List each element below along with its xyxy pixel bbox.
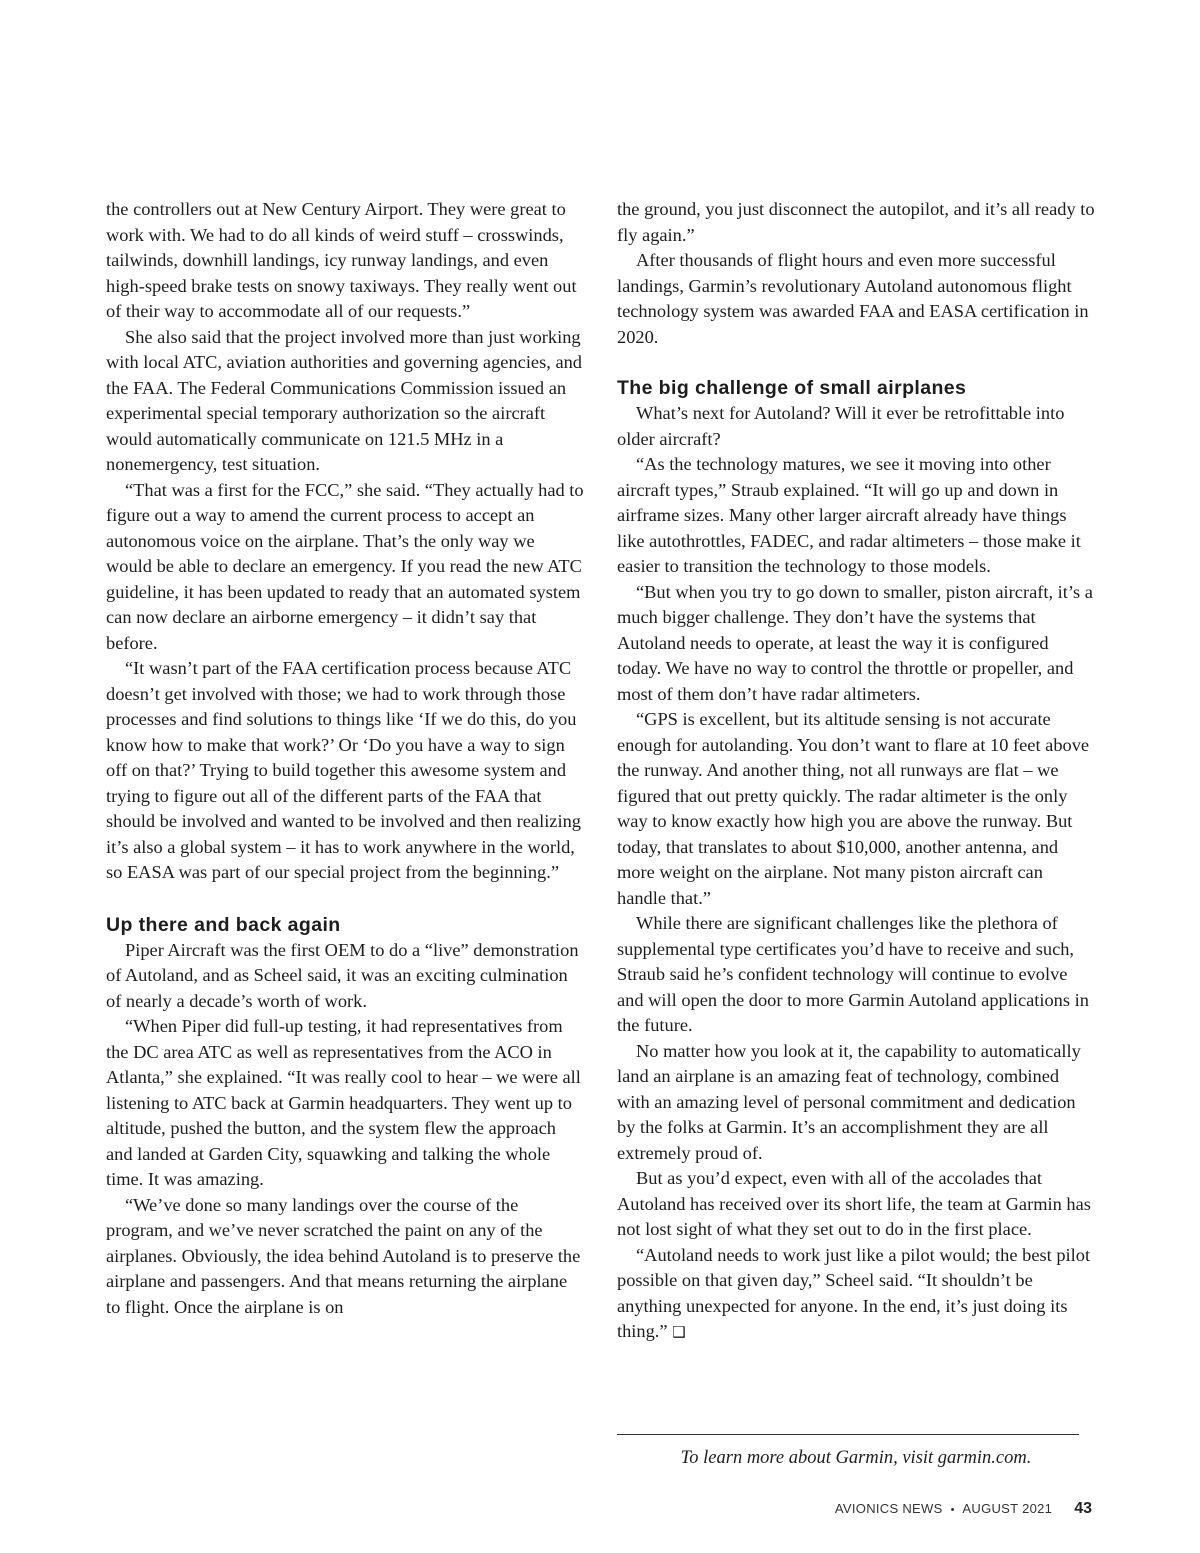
issue-date: AUGUST 2021 (962, 1501, 1053, 1516)
page-folio (835, 1500, 1092, 1518)
body-paragraph-final (617, 1243, 1095, 1346)
folio-separator: • (950, 1504, 955, 1516)
section-heading-big-challenge: The big challenge of small airplanes (617, 377, 967, 399)
body-paragraph: the controllers out at New Century Airport. They were great to work with. We had to do all kinds of weird stuff – crosswinds, tailwinds, downhill landings, icy runway landings, and even high-speed brake tests on snowy taxiways. They really went out of their way to accommodate all of our requests.” (106, 199, 577, 321)
body-paragraph: “It wasn’t part of the FAA certification process because ATC doesn’t get involved with those; we had to work through those processes and find solutions to things like ‘If we do this, do you know how to make that work?’ Or ‘Do you have a way to sign off on that?’ Trying to build together this awesome system and trying to figure out all of the different parts of the FAA that should be involved and wanted to be involved and then realizing it’s also a global system – it has to work anywhere in the world, so EASA was part of our special project from the beginning.” (106, 658, 581, 882)
body-paragraph: No matter how you look at it, the capability to automatically land an airplane is an amazing feat of technology, combined with an amazing level of personal commitment and dedication by the folks at Garmin. It’s an accomplishment they are all extremely proud of. (617, 1040, 1081, 1163)
end-mark-icon: ❑ (672, 1323, 686, 1341)
right-column (617, 197, 1095, 1346)
body-paragraph: “GPS is excellent, but its altitude sensing is not accurate enough for autolanding. You don’t want to flare at 10 feet above the runway. And another thing, not all runways are flat – we figured that out pretty quickly. The radar altimeter is the only way to know exactly how high you are above the runway. But today, that translates to about $10,000, another antenna, and more weight on the airplane. Not many piston aircraft can handle that.” (617, 709, 1090, 908)
body-paragraph: “But when you try to go down to smaller, piston aircraft, it’s a much bigger challenge. They don’t have the systems that Autoland needs to operate, at least the way it is configured today. We have no way to control the throttle or propeller, and most of them don’t have radar altimeters. (617, 581, 1093, 704)
final-paragraph-text: “Autoland needs to work just like a pilot would; the best pilot possible on that given day,” Scheel said. “It shouldn’t be anything unexpected for anyone. In the end, it’s just doing its thing.” (617, 1244, 1091, 1341)
section-heading-up-there: Up there and back again (106, 913, 341, 936)
left-column (106, 197, 585, 1320)
body-paragraph: “We’ve done so many landings over the course of the program, and we’ve never scratched the paint on any of the airplanes. Obviously, the idea behind Autoland is to preserve the airplane and passengers. And that means returning the airplane to flight. Once the airplane is on (106, 1194, 581, 1317)
body-paragraph: “As the technology matures, we see it moving into other aircraft types,” Straub explained. “It will go up and down in airframe sizes. Many other larger aircraft already have things like autothrottles, FADEC, and radar altimeters – those make it easier to transition the technology to those models. (617, 454, 1081, 576)
page-number: 43 (1074, 1500, 1092, 1517)
body-paragraph: After thousands of flight hours and even more successful landings, Garmin’s revolutionary Autoland autonomous flight technology system was awarded FAA and EASA certification in 2020. (617, 250, 1089, 347)
footnote-divider (617, 1434, 1079, 1435)
body-paragraph: “That was a first for the FCC,” she said. “They actually had to figure out a way to amend the current process to accept an autonomous voice on the airplane. That’s the only way we would be able to declare an emergency. If you read the new ATC guideline, it has been updated to ready that an automated system can now declare an airborne emergency – it didn’t say that before. (106, 479, 584, 653)
footnote: To learn more about Garmin, visit garmin.com. (680, 1448, 1032, 1468)
body-paragraph: What’s next for Autoland? Will it ever be retrofittable into older aircraft? (617, 403, 1065, 449)
body-paragraph: But as you’d expect, even with all of the accolades that Autoland has received over its short life, the team at Garmin has not lost sight of what they set out to do in the first place. (617, 1168, 1091, 1239)
body-paragraph: Piper Aircraft was the first OEM to do a “live” demonstration of Autoland, and as Scheel said, it was an exciting culmination of nearly a decade’s worth of work. (106, 939, 579, 1011)
body-paragraph: “When Piper did full-up testing, it had representatives from the DC area ATC as well as representatives from the ACO in Atlanta,” she explained. “It was really cool to hear – we were all listening to ATC back at Garmin headquarters. They went up to altitude, pushed the button, and the system flew the approach and landed at Garden City, squawking and talking the whole time. It was amazing. (106, 1016, 581, 1189)
body-paragraph: She also said that the project involved more than just working with local ATC, aviation authorities and governing agencies, and the FAA. The Federal Communications Commission issued an experimental special temporary authorization so the aircraft would automatically communicate on 121.5 MHz in a nonemergency, test situation. (106, 326, 582, 474)
publication-name: AVIONICS NEWS (834, 1501, 943, 1516)
body-paragraph: While there are significant challenges like the plethora of supplemental type certificates you’d have to receive and such, Straub said he’s confident technology will continue to evolve and will open the door to more Garmin Autoland applications in the future. (617, 913, 1089, 1035)
body-paragraph: the ground, you just disconnect the autopilot, and it’s all ready to fly again.” (617, 199, 1095, 245)
